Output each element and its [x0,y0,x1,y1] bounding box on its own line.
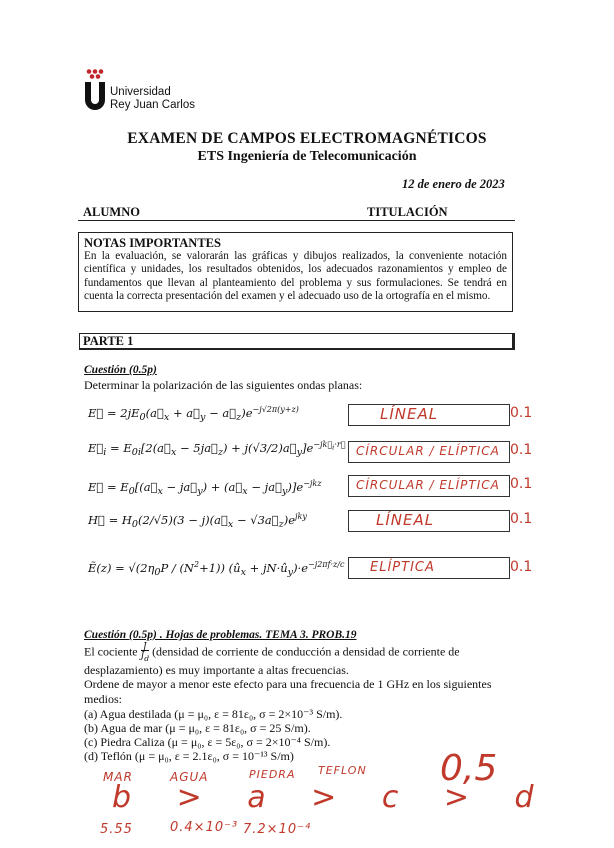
notes-body: En la evaluación, se valorarán las gráficas y dibujos realizados, la conveniente notación científica y unidades, los resultados obtenidos, los adecuados razonamientos y empleo de fundamentos que llevan al planteamiento del problema y sus formulaciones. Se tendrá en cuenta la correcta presentación del examen y el adecuado uso de la ortografía en el mismo. [84,250,507,303]
notes-title: NOTAS IMPORTANTES [84,236,221,250]
hand-value-mar: 5.55 [100,822,133,837]
university-name: Universidad Rey Juan Carlos [110,86,196,111]
school-name: ETS Ingeniería de Telecomunicación [197,149,417,164]
question2-heading: Cuestión (0.5p) . Hojas de problemas. TEMA 3. PROB.19 [84,629,357,641]
hand-label-teflon: TEFLON [318,764,367,777]
header-divider [78,220,515,221]
medium-item-d: (d) Teflón (μ = μ₀, ε = 2.1ε₀, σ = 10⁻¹³ S/m) [84,749,294,763]
question2-text: El cociente $\frac{J}{J_d}$ (densidad de corriente de conducción a densidad de corriente de desplazamiento) es muy importante a altas frecuencias. [84,642,460,677]
equation-5: Ẽ(z) = $√(2\eta_0P / (N^2+1))$ ($û_x$ + $jN\cdot û_y)\cdot e^{-j2\pi f\cdot z/c}$ [88,560,345,579]
medium-item-c: (c) Piedra Caliza (μ = μ₀, ε = 5ε₀, σ = 2×10⁻⁴ S/m). [84,735,331,749]
university-logo [82,68,212,114]
question1-heading: Cuestión (0.5p) [84,364,157,376]
medium-item-a: (a) Agua destilada (μ = μ₀, ε = 81ε₀, σ = 2×10⁻³ S/m). [84,707,343,721]
handwritten-answer-5: ELÍPTICA [370,560,435,575]
score-1: 0.1 [510,405,533,421]
current-ratio-fraction: $\frac{J}{J_d}$ [140,642,150,663]
score-2: 0.1 [510,442,533,458]
part-heading: PARTE 1 [79,333,515,350]
handwritten-answer-2: CÍRCULAR / ELÍPTICA [356,444,500,458]
handwritten-answer-3: CÍRCULAR / ELÍPTICA [356,478,500,492]
equation-2: $E⃗_i$ = $E_{0i}[2(a⃗_x$ − $5ja⃗_z$) + $j(√3/2)a⃗_y]e^{-jk⃗_i\cdot r⃗}$ [88,440,346,459]
exam-title: EXAMEN DE CAMPOS ELECTROMAGNÉTICOS [127,130,487,147]
hand-label-piedra: PIEDRA [249,768,296,781]
alumno-label: ALUMNO [83,205,140,219]
question2-instruction: Ordene de mayor a menor este efecto para una frecuencia de 1 GHz en los siguientes medios: [84,677,492,706]
handwritten-answer-1: LÍNEAL [380,405,439,423]
question1-prompt: Determinar la polarización de las siguientes ondas planas: [84,378,363,392]
hand-value-piedra: 7.2×10⁻⁴ [243,822,312,837]
equation-1: E⃗ = $2jE_0(a⃗_x$ + $a⃗_y$ − $a⃗_z)e^{-j√2\pi(y+z)}$ [88,405,299,424]
handwritten-answer-4: LÍNEAL [376,511,435,529]
equation-4: H⃗ = $H_0(2/√5)(3$ − $j)(a⃗_x$ − $√3a⃗_z)e^{jky}$ [88,512,307,531]
hand-total-score: 0,5 [440,748,498,789]
hand-label-agua: AGUA [170,770,209,784]
university-emblem-icon [82,68,108,112]
medium-item-b: (b) Agua de mar (μ = μ₀, ε = 81ε₀, σ = 25 S/m). [84,721,311,735]
exam-date: 12 de enero de 2023 [402,177,505,191]
notes-box [78,232,513,312]
equation-3: E⃗ = $E_0[(a⃗_x$ − $ja⃗_y$) + ($a⃗_x$ − $ja⃗_y)]e^{-jkz}$ [88,479,322,498]
score-5: 0.1 [510,559,533,575]
hand-value-agua: 0.4×10⁻³ [170,820,239,835]
hand-ordering: b > a > c > d [112,780,552,815]
titulacion-label: TITULACIÓN [367,205,448,219]
score-3: 0.1 [510,476,533,492]
score-4: 0.1 [510,511,533,527]
hand-label-mar: MAR [103,770,133,784]
